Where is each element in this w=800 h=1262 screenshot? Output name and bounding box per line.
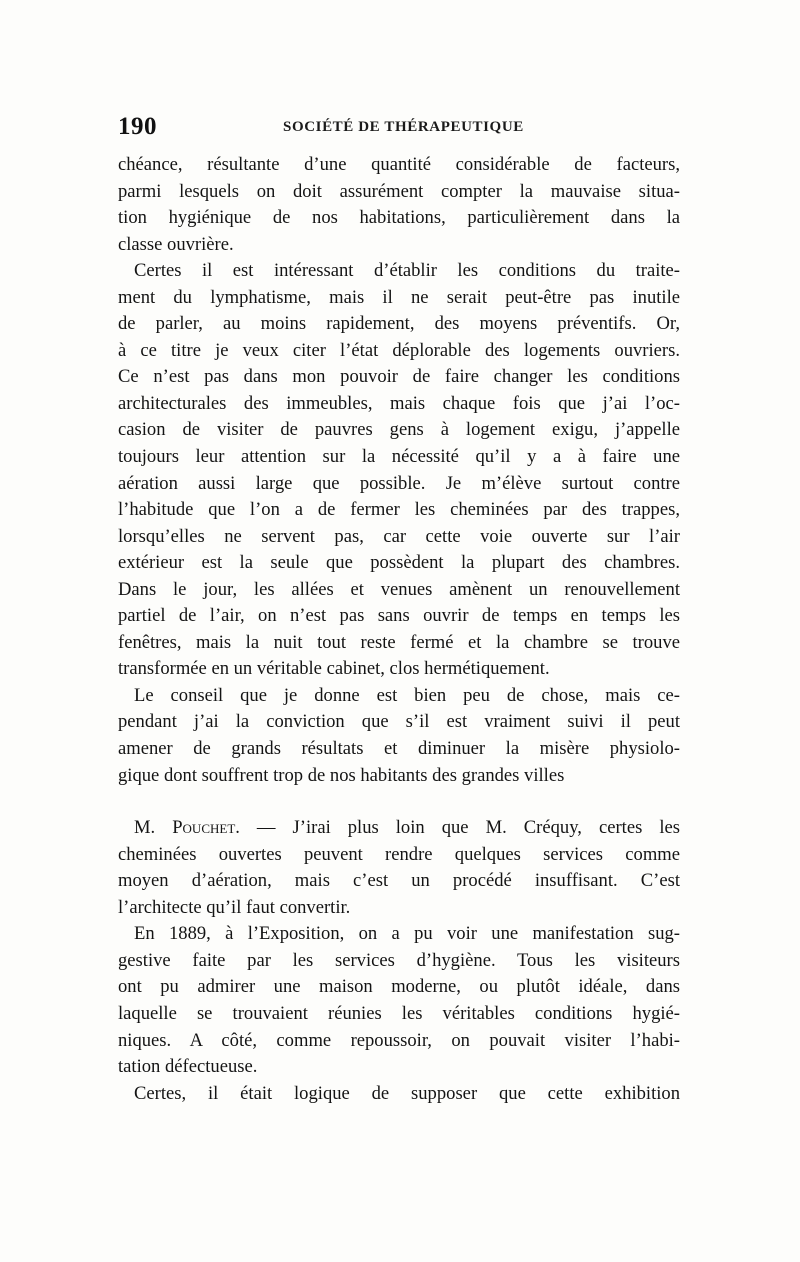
text-line: cheminées ouvertes peuvent rendre quelques services comme xyxy=(118,843,680,865)
page-header xyxy=(118,113,680,143)
text-line: moyen d’aération, mais c’est un procédé insuffisant. C’est xyxy=(118,870,680,892)
speaker-name: M. Pouchet. xyxy=(134,817,240,839)
text-line: de parler, au moins rapidement, des moyens préventifs. Or, xyxy=(118,313,680,335)
text-line: Certes, il était logique de supposer que cette exhibition xyxy=(134,1082,680,1104)
text-line: chéance, résultante d’une quantité considérable de facteurs, xyxy=(118,154,680,175)
text-line: tion hygiénique de nos habitations, particulièrement dans la xyxy=(118,207,680,229)
text-line: parmi lesquels on doit assurément compter la mauvaise situa- xyxy=(118,180,680,202)
text-line: classe ouvrière. xyxy=(118,233,234,255)
running-head: SOCIÉTÉ DE THÉRAPEUTIQUE xyxy=(283,119,524,135)
text-line: gestive faite par les services d’hygiène. Tous les visiteurs xyxy=(118,949,680,971)
paragraph xyxy=(118,921,680,1080)
paragraph xyxy=(118,1081,680,1108)
text-line: En 1889, à l’Exposition, on a pu voir une manifestation sug- xyxy=(134,923,680,945)
text-line: ment du lymphatisme, mais il ne serait peut-être pas inutile xyxy=(118,286,680,308)
speaker-text: — J’irai plus loin que M. Créquy, certes les xyxy=(239,817,680,839)
paragraph xyxy=(118,152,680,258)
text-line: Certes il est intéressant d’établir les conditions du traite- xyxy=(134,260,680,282)
text-line: extérieur est la seule que possèdent la plupart des chambres. xyxy=(118,552,680,574)
page-number: 190 xyxy=(118,113,157,140)
paragraph-gap xyxy=(118,789,680,815)
text-line: casion de visiter de pauvres gens à logement exigu, j’appelle xyxy=(118,419,680,441)
text-line: l’architecte qu’il faut convertir. xyxy=(118,896,351,918)
text-line: gique dont souffrent trop de nos habitants des grandes villes xyxy=(118,764,565,786)
text-line: amener de grands résultats et diminuer la misère physiolo- xyxy=(118,738,680,760)
paragraph xyxy=(118,258,680,683)
text-line: Dans le jour, les allées et venues amènent un renouvellement xyxy=(118,578,680,600)
text-line: l’habitude que l’on a de fermer les cheminées par des trappes, xyxy=(118,499,680,521)
text-line: tation défectueuse. xyxy=(118,1056,258,1078)
text-line: Le conseil que je donne est bien peu de chose, mais ce- xyxy=(134,684,680,706)
text-line: partiel de l’air, on n’est pas sans ouvrir de temps en temps les xyxy=(118,605,680,627)
text-line: lorsqu’elles ne servent pas, car cette voie ouverte sur l’air xyxy=(118,525,680,547)
text-line: Ce n’est pas dans mon pouvoir de faire changer les conditions xyxy=(118,366,680,388)
text-line: fenêtres, mais la nuit tout reste fermé et la chambre se trouve xyxy=(118,631,680,653)
paragraph xyxy=(118,683,680,789)
text-line: laquelle se trouvaient réunies les véritables conditions hygié- xyxy=(118,1002,680,1024)
text-line: aération aussi large que possible. Je m’élève surtout contre xyxy=(118,472,680,494)
body-text xyxy=(118,152,680,1107)
text-line: à ce titre je veux citer l’état déplorable des logements ouvriers. xyxy=(118,339,680,361)
text-line: transformée en un véritable cabinet, clos hermétiquement. xyxy=(118,658,550,680)
text-line: ont pu admirer une maison moderne, ou plutôt idéale, dans xyxy=(118,976,680,998)
text-line: architecturales des immeubles, mais chaque fois que j’ai l’oc- xyxy=(118,392,680,414)
text-line: toujours leur attention sur la nécessité qu’il y a à faire une xyxy=(118,446,680,468)
paragraph xyxy=(118,815,680,921)
text-line: niques. A côté, comme repoussoir, on pouvait visiter l’habi- xyxy=(118,1029,680,1051)
text-line: pendant j’ai la conviction que s’il est vraiment suivi il peut xyxy=(118,711,680,733)
text-line xyxy=(118,815,680,842)
